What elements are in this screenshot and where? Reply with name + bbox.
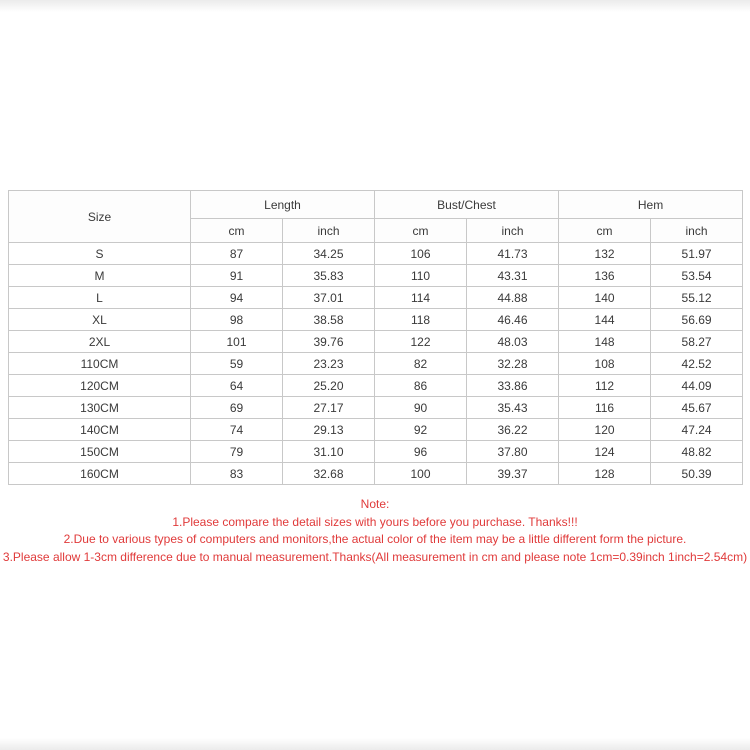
measurement-cell: 114	[375, 287, 467, 309]
top-shadow	[0, 0, 750, 12]
measurement-cell: 41.73	[467, 243, 559, 265]
bust-inch-header: inch	[467, 219, 559, 243]
bust-cm-header: cm	[375, 219, 467, 243]
size-label: M	[9, 265, 191, 287]
measurement-cell: 106	[375, 243, 467, 265]
size-label: 2XL	[9, 331, 191, 353]
table-row	[9, 375, 743, 397]
measurement-cell: 132	[559, 243, 651, 265]
measurement-cell: 25.20	[283, 375, 375, 397]
measurement-cell: 74	[191, 419, 283, 441]
table-row	[9, 287, 743, 309]
measurement-cell: 79	[191, 441, 283, 463]
measurement-cell: 53.54	[651, 265, 743, 287]
measurement-cell: 86	[375, 375, 467, 397]
measurement-cell: 87	[191, 243, 283, 265]
measurement-cell: 56.69	[651, 309, 743, 331]
measurement-cell: 39.37	[467, 463, 559, 485]
measurement-cell: 101	[191, 331, 283, 353]
table-row	[9, 441, 743, 463]
size-label: 150CM	[9, 441, 191, 463]
size-table-body	[9, 243, 743, 485]
size-label: L	[9, 287, 191, 309]
length-group-header: Length	[191, 191, 375, 219]
measurement-cell: 110	[375, 265, 467, 287]
measurement-cell: 47.24	[651, 419, 743, 441]
length-inch-header: inch	[283, 219, 375, 243]
measurement-cell: 42.52	[651, 353, 743, 375]
measurement-cell: 118	[375, 309, 467, 331]
measurement-cell: 100	[375, 463, 467, 485]
size-label: 120CM	[9, 375, 191, 397]
measurement-cell: 32.68	[283, 463, 375, 485]
measurement-cell: 37.01	[283, 287, 375, 309]
table-row	[9, 463, 743, 485]
measurement-cell: 69	[191, 397, 283, 419]
measurement-cell: 91	[191, 265, 283, 287]
measurement-cell: 43.31	[467, 265, 559, 287]
measurement-cell: 44.88	[467, 287, 559, 309]
measurement-cell: 96	[375, 441, 467, 463]
size-label: 160CM	[9, 463, 191, 485]
measurement-cell: 51.97	[651, 243, 743, 265]
measurement-cell: 124	[559, 441, 651, 463]
measurement-cell: 83	[191, 463, 283, 485]
measurement-cell: 36.22	[467, 419, 559, 441]
bottom-shadow	[0, 738, 750, 750]
measurement-cell: 82	[375, 353, 467, 375]
measurement-cell: 59	[191, 353, 283, 375]
table-row	[9, 397, 743, 419]
measurement-cell: 27.17	[283, 397, 375, 419]
note-line: 3.Please allow 1-3cm difference due to manual measurement.Thanks(All measurement in cm and please note 1cm=0.39inch 1inch=2.54cm)	[2, 549, 748, 564]
measurement-cell: 122	[375, 331, 467, 353]
header-group-row	[9, 191, 743, 219]
size-label: XL	[9, 309, 191, 331]
measurement-cell: 44.09	[651, 375, 743, 397]
notes-lines	[0, 514, 750, 567]
table-row	[9, 265, 743, 287]
measurement-cell: 23.23	[283, 353, 375, 375]
measurement-cell: 112	[559, 375, 651, 397]
note-title: Note:	[360, 497, 390, 511]
measurement-cell: 98	[191, 309, 283, 331]
measurement-cell: 45.67	[651, 397, 743, 419]
note-line: 1.Please compare the detail sizes with yours before you purchase. Thanks!!!	[172, 514, 578, 529]
note-line: 2.Due to various types of computers and monitors,the actual color of the item may be a little different form the picture.	[63, 532, 687, 546]
measurement-cell: 35.83	[283, 265, 375, 287]
measurement-cell: 116	[559, 397, 651, 419]
measurement-cell: 136	[559, 265, 651, 287]
measurement-cell: 92	[375, 419, 467, 441]
hem-cm-header: cm	[559, 219, 651, 243]
size-label: 140CM	[9, 419, 191, 441]
length-cm-header: cm	[191, 219, 283, 243]
size-label: 130CM	[9, 397, 191, 419]
table-row	[9, 419, 743, 441]
measurement-cell: 48.03	[467, 331, 559, 353]
measurement-cell: 46.46	[467, 309, 559, 331]
measurement-cell: 64	[191, 375, 283, 397]
measurement-cell: 29.13	[283, 419, 375, 441]
measurement-cell: 120	[559, 419, 651, 441]
measurement-cell: 32.28	[467, 353, 559, 375]
size-label: 110CM	[9, 353, 191, 375]
measurement-cell: 144	[559, 309, 651, 331]
table-row	[9, 331, 743, 353]
measurement-cell: 55.12	[651, 287, 743, 309]
measurement-cell: 58.27	[651, 331, 743, 353]
measurement-cell: 148	[559, 331, 651, 353]
table-row	[9, 243, 743, 265]
measurement-cell: 39.76	[283, 331, 375, 353]
size-column-header: Size	[9, 191, 191, 243]
measurement-cell: 108	[559, 353, 651, 375]
measurement-cell: 94	[191, 287, 283, 309]
measurement-cell: 50.39	[651, 463, 743, 485]
size-chart-table	[8, 190, 743, 485]
measurement-cell: 128	[559, 463, 651, 485]
measurement-cell: 34.25	[283, 243, 375, 265]
table-row	[9, 353, 743, 375]
hem-inch-header: inch	[651, 219, 743, 243]
hem-group-header: Hem	[559, 191, 743, 219]
measurement-cell: 37.80	[467, 441, 559, 463]
size-label: S	[9, 243, 191, 265]
measurement-cell: 35.43	[467, 397, 559, 419]
measurement-cell: 31.10	[283, 441, 375, 463]
bust-chest-group-header: Bust/Chest	[375, 191, 559, 219]
table-row	[9, 309, 743, 331]
measurement-cell: 90	[375, 397, 467, 419]
notes-block	[0, 496, 750, 566]
measurement-cell: 33.86	[467, 375, 559, 397]
measurement-cell: 48.82	[651, 441, 743, 463]
measurement-cell: 38.58	[283, 309, 375, 331]
measurement-cell: 140	[559, 287, 651, 309]
